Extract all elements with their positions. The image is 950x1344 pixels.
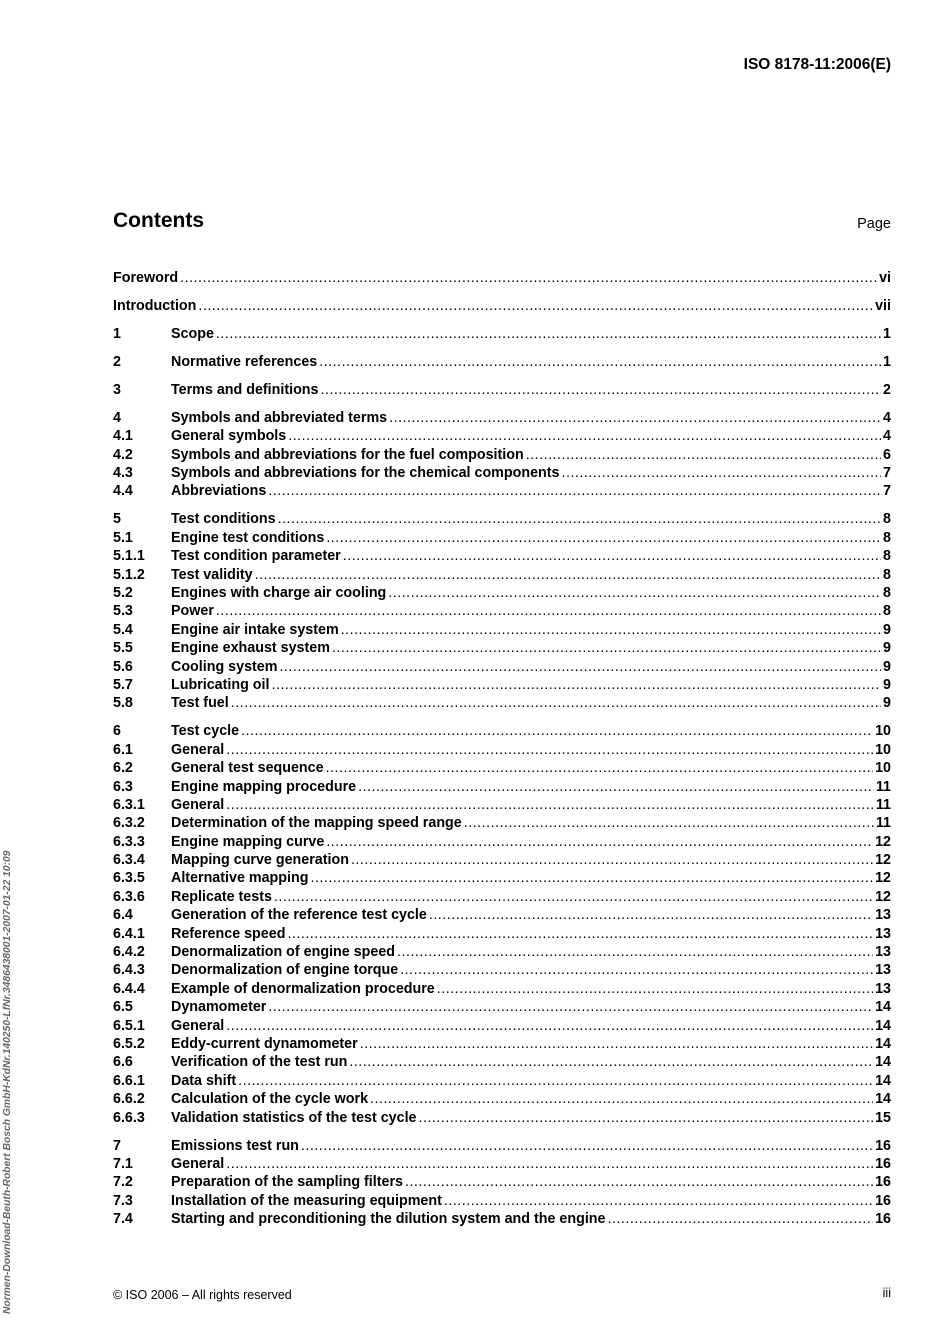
toc-entry-body [171, 566, 891, 584]
dot-leader [216, 325, 881, 343]
dot-leader [268, 998, 873, 1016]
dot-leader [241, 722, 873, 740]
toc-entry[interactable] [113, 547, 891, 565]
toc-entry[interactable] [113, 1053, 891, 1071]
toc-entry-title: Alternative mapping [171, 870, 309, 887]
toc-entry[interactable] [113, 1192, 891, 1210]
toc-entry-page: vii [875, 297, 891, 314]
page-number: iii [882, 1286, 891, 1300]
toc-entry-page: 10 [875, 741, 891, 758]
toc-entry-page: 9 [883, 640, 891, 657]
toc-entry[interactable] [113, 1090, 891, 1108]
toc-entry-body [171, 427, 891, 445]
toc-entry[interactable] [113, 869, 891, 887]
toc-entry-page: 2 [883, 381, 891, 398]
toc-entry-number: 4 [113, 409, 121, 426]
toc-entry-number: 5.7 [113, 676, 133, 693]
toc-entry-body [171, 1053, 891, 1071]
toc-entry[interactable] [113, 639, 891, 657]
toc-entry-number: 6.5 [113, 999, 133, 1016]
toc-entry-title: Mapping curve generation [171, 852, 349, 869]
toc-entry-title: General [171, 796, 225, 813]
toc-entry-body [171, 1173, 891, 1191]
toc-entry-title: Determination of the mapping speed range [171, 815, 462, 832]
toc-entry-body [171, 602, 891, 620]
toc-entry-title: Engine test conditions [171, 529, 325, 546]
toc-entry-body [171, 464, 891, 482]
toc-entry-body [171, 980, 891, 998]
toc-entry-title: Engine air intake system [171, 621, 339, 638]
toc-entry-number: 6.4.1 [113, 925, 145, 942]
toc-entry-page: 6 [883, 446, 891, 463]
toc-entry-body [171, 1072, 891, 1090]
toc-entry-page: 8 [883, 511, 891, 528]
toc-entry-number: 6.6.3 [113, 1109, 145, 1126]
toc-entry-number: 6.4.3 [113, 962, 145, 979]
toc-entry[interactable] [113, 464, 891, 482]
toc-entry[interactable] [113, 722, 891, 740]
toc-entry-title: Eddy-current dynamometer [171, 1036, 358, 1052]
toc-entry-title: General [171, 741, 225, 758]
toc-entry-page: 7 [883, 483, 891, 500]
toc-entry-title: Example of denormalization procedure [171, 980, 435, 997]
toc-entry-body [171, 869, 891, 887]
toc-entry-title: Test fuel [171, 695, 229, 712]
dot-leader [332, 639, 881, 657]
toc-entry-page: 13 [875, 907, 891, 924]
toc-entry-body [171, 1109, 891, 1127]
toc-entry[interactable] [113, 1035, 891, 1053]
toc-entry-title: Validation statistics of the test cycle [171, 1109, 417, 1126]
toc-entry-title: Verification of the test run [171, 1054, 348, 1071]
toc-entry[interactable] [113, 925, 891, 943]
toc-entry[interactable] [113, 1137, 891, 1155]
dot-leader [608, 1210, 874, 1228]
toc-entry[interactable] [113, 980, 891, 998]
toc-entry-body [171, 925, 891, 943]
dot-leader [238, 1072, 873, 1090]
toc-entry-title: Lubricating oil [171, 676, 270, 693]
toc-entry-title: Denormalization of engine torque [171, 962, 399, 979]
dot-leader [397, 943, 873, 961]
toc-entry[interactable] [113, 1155, 891, 1173]
toc-entry-body [171, 1017, 891, 1035]
toc-entry-body [171, 796, 891, 814]
toc-entry-body [171, 1090, 891, 1108]
toc-entry-page: 10 [875, 760, 891, 777]
toc-entry-number: 6.5.2 [113, 1036, 145, 1052]
dot-leader [360, 1035, 873, 1053]
dot-leader [301, 1137, 873, 1155]
toc-entry-page: 8 [883, 566, 891, 583]
toc-entry-title: Data shift [171, 1072, 237, 1089]
toc-entry[interactable] [113, 409, 891, 427]
toc-entry-number: 5.1 [113, 529, 133, 546]
toc-entry[interactable] [113, 796, 891, 814]
toc-entry-title: Abbreviations [171, 483, 267, 500]
download-watermark: Normen-Download-Beuth-Robert Bosch GmbH-KdNr.140250-LfNr.3486438001-2007-01-22 10:09 [2, 850, 13, 1314]
dot-leader [255, 566, 881, 584]
toc-entry-page: 13 [875, 925, 891, 942]
toc-entry-body [171, 353, 891, 371]
toc-entry-body [171, 833, 891, 851]
toc-entry[interactable] [113, 759, 891, 777]
toc-entry-body [171, 639, 891, 657]
toc-entry[interactable] [113, 888, 891, 906]
toc-entry[interactable] [113, 482, 891, 500]
dot-leader [226, 1155, 873, 1173]
toc-entry[interactable] [113, 998, 891, 1016]
toc-entry-title: Starting and preconditioning the dilution system and the engine [171, 1211, 606, 1228]
toc-entry[interactable] [113, 906, 891, 924]
toc-entry-number: 5 [113, 511, 121, 528]
toc-entry-body [171, 722, 891, 740]
toc-entry-number: 5.2 [113, 585, 133, 602]
toc-entry-page: 11 [875, 815, 891, 832]
toc-entry-number: 1 [113, 325, 121, 342]
toc-entry-title: Reference speed [171, 925, 286, 942]
toc-entry-number: 5.4 [113, 621, 133, 638]
toc-entry-page: 15 [875, 1109, 891, 1126]
toc-entry-page: 9 [883, 695, 891, 712]
toc-entry-body [171, 529, 891, 547]
toc-entry-title: Dynamometer [171, 999, 267, 1016]
copyright-notice: © ISO 2006 – All rights reserved [113, 1288, 292, 1302]
toc-entry-title: Scope [171, 325, 214, 342]
toc-entry[interactable] [113, 741, 891, 759]
dot-leader [464, 814, 874, 832]
toc-entry-body [171, 851, 891, 869]
toc-entry-body [171, 741, 891, 759]
toc-entry-title: Power [171, 603, 214, 620]
toc-entry-number: 5.8 [113, 695, 133, 712]
toc-entry-body [171, 547, 891, 565]
toc-entry-number: 7.3 [113, 1192, 133, 1209]
toc-entry-page: 8 [883, 603, 891, 620]
toc-entry-body [171, 906, 891, 924]
dot-leader [405, 1173, 873, 1191]
toc-entry-body [171, 510, 891, 528]
toc-entry-body [171, 814, 891, 832]
toc-entry-page: vi [879, 270, 891, 286]
toc-entry-page: 16 [875, 1211, 891, 1228]
dot-leader [321, 381, 882, 399]
toc-entry-page: 13 [875, 944, 891, 961]
dot-leader [326, 833, 873, 851]
dot-leader [351, 851, 873, 869]
dot-leader [274, 888, 873, 906]
toc-entry-title: Engine mapping curve [171, 833, 325, 850]
toc-entry[interactable] [113, 584, 891, 602]
toc-entry-body [171, 658, 891, 676]
dot-leader [349, 1053, 873, 1071]
toc-entry-body [171, 676, 891, 694]
toc-entry-title: Normative references [171, 353, 318, 370]
toc-entry-body [171, 1137, 891, 1155]
toc-entry-page: 16 [875, 1155, 891, 1172]
dot-leader [326, 529, 881, 547]
toc-entry-page: 12 [875, 833, 891, 850]
toc-entry-body [171, 778, 891, 796]
toc-entry-page: 9 [883, 658, 891, 675]
toc-entry-body [171, 446, 891, 464]
toc-entry-page: 14 [875, 1017, 891, 1034]
toc-entry[interactable] [113, 1173, 891, 1191]
toc-entry-page: 11 [875, 796, 891, 813]
dot-leader [429, 906, 873, 924]
toc-entry[interactable] [113, 566, 891, 584]
dot-leader [388, 584, 881, 602]
toc-entry[interactable] [113, 851, 891, 869]
toc-entry-number: 4.1 [113, 428, 133, 445]
toc-entry-page: 13 [875, 962, 891, 979]
toc-entry-number: 7.2 [113, 1174, 133, 1191]
toc-entry-title: General [171, 1155, 225, 1172]
toc-entry-number: 5.1.2 [113, 566, 145, 583]
dot-leader [444, 1192, 873, 1210]
toc-entry-title: Symbols and abbreviated terms [171, 409, 388, 426]
dot-leader [226, 741, 873, 759]
toc-entry-title: Test conditions [171, 511, 276, 528]
toc-entry[interactable] [113, 961, 891, 979]
dot-leader [526, 446, 881, 464]
dot-leader [226, 1017, 873, 1035]
dot-leader [226, 796, 874, 814]
toc-entry[interactable] [113, 621, 891, 639]
document-id: ISO 8178-11:2006(E) [743, 56, 891, 73]
toc-entry[interactable] [113, 381, 891, 399]
dot-leader [341, 621, 881, 639]
toc-entry-title: Engines with charge air cooling [171, 585, 387, 602]
toc-entry-page: 10 [875, 723, 891, 740]
toc-entry[interactable] [113, 297, 891, 315]
toc-entry-title: Introduction [113, 297, 197, 314]
toc-entry-number: 5.3 [113, 603, 133, 620]
toc-entry-page: 16 [875, 1174, 891, 1191]
toc-entry-number: 6.3.4 [113, 852, 145, 869]
dot-leader [400, 961, 873, 979]
toc-entry-page: 14 [875, 1072, 891, 1089]
toc-entry-page: 14 [875, 1054, 891, 1071]
toc-entry[interactable] [113, 269, 891, 287]
toc-entry-title: Test condition parameter [171, 548, 341, 565]
toc-entry[interactable] [113, 446, 891, 464]
toc-entry-page: 8 [883, 529, 891, 546]
toc-entry-page: 13 [875, 980, 891, 997]
toc-entry-page: 16 [875, 1192, 891, 1209]
toc-entry-body [171, 1210, 891, 1228]
toc-entry[interactable] [113, 353, 891, 371]
toc-entry-body [171, 694, 891, 712]
dot-leader [437, 980, 873, 998]
toc-entry-title: Engine exhaust system [171, 640, 330, 657]
contents-title: Contents [113, 209, 204, 232]
toc-entry[interactable] [113, 676, 891, 694]
toc-entry[interactable] [113, 1017, 891, 1035]
toc-entry[interactable] [113, 943, 891, 961]
toc-entry-body [171, 1155, 891, 1173]
toc-entry-page: 12 [875, 870, 891, 887]
toc-entry-number: 6.2 [113, 760, 133, 777]
toc-entry[interactable] [113, 325, 891, 343]
toc-entry-page: 16 [875, 1137, 891, 1154]
toc-entry-body [171, 482, 891, 500]
toc-entry[interactable] [113, 1072, 891, 1090]
toc-entry-body [171, 759, 891, 777]
toc-entry-title: General [171, 1017, 225, 1034]
toc-entry-title: Denormalization of engine speed [171, 944, 396, 961]
dot-leader [288, 427, 881, 445]
toc-entry-page: 8 [883, 548, 891, 565]
toc-entry-body [171, 1192, 891, 1210]
dot-leader [319, 353, 881, 371]
dot-leader [216, 602, 881, 620]
toc-entry-page: 9 [883, 621, 891, 638]
toc-entry-body [171, 621, 891, 639]
dot-leader [272, 676, 882, 694]
toc-entry-number: 6.6.2 [113, 1091, 145, 1108]
toc-entry[interactable] [113, 833, 891, 851]
toc-entry-number: 6.3.1 [113, 796, 145, 813]
dot-leader [198, 297, 873, 315]
toc-entry-page: 8 [883, 585, 891, 602]
toc-entry-number: 4.4 [113, 483, 133, 500]
dot-leader [268, 482, 881, 500]
dot-leader [419, 1109, 874, 1127]
toc-entry-number: 7.4 [113, 1211, 133, 1228]
toc-entry-number: 6.3.3 [113, 833, 145, 850]
toc-entry[interactable] [113, 1109, 891, 1127]
toc-entry-number: 4.2 [113, 446, 133, 463]
toc-entry-number: 6.3.6 [113, 888, 145, 905]
toc-entry-number: 6.6.1 [113, 1072, 145, 1089]
toc-entry-page: 9 [883, 676, 891, 693]
toc-entry-body [171, 409, 891, 427]
toc-entry-number: 5.1.1 [113, 548, 145, 565]
toc-entry-body [171, 584, 891, 602]
toc-entry[interactable] [113, 427, 891, 445]
toc-entry-body [171, 325, 891, 343]
dot-leader [180, 269, 877, 287]
toc-entry-number: 6.6 [113, 1054, 133, 1071]
toc-entry-body [171, 998, 891, 1016]
page-column-label: Page [857, 216, 891, 232]
toc-entry-page: 11 [875, 778, 891, 795]
toc-entry[interactable] [113, 529, 891, 547]
toc-entry-page: 1 [883, 353, 891, 370]
toc-entry-number: 2 [113, 353, 121, 370]
toc-entry[interactable] [113, 602, 891, 620]
toc-entry-title: Preparation of the sampling filters [171, 1174, 403, 1191]
dot-leader [343, 547, 881, 565]
toc-entry-number: 6.3.5 [113, 870, 145, 887]
toc-entry-body [113, 297, 891, 315]
toc-entry[interactable] [113, 694, 891, 712]
toc-entry-page: 4 [883, 428, 891, 445]
toc-entry-number: 6 [113, 723, 121, 740]
toc-entry-page: 4 [883, 409, 891, 426]
toc-entry-title: Symbols and abbreviations for the chemical components [171, 465, 560, 482]
toc-entry-title: Foreword [113, 270, 179, 286]
dot-leader [278, 510, 881, 528]
toc-entry[interactable] [113, 778, 891, 796]
table-of-contents [113, 269, 891, 1229]
toc-entry-body [171, 888, 891, 906]
toc-entry-number: 7 [113, 1137, 121, 1154]
toc-entry-body [171, 381, 891, 399]
toc-entry-body [113, 269, 891, 287]
toc-entry-number: 7.1 [113, 1155, 133, 1172]
toc-entry-title: Emissions test run [171, 1137, 299, 1154]
dot-leader [231, 694, 881, 712]
dot-leader [370, 1090, 873, 1108]
toc-entry-title: Engine mapping procedure [171, 778, 357, 795]
toc-entry-number: 6.1 [113, 741, 133, 758]
toc-entry-title: General symbols [171, 428, 287, 445]
toc-entry-body [171, 961, 891, 979]
dot-leader [326, 759, 874, 777]
toc-entry[interactable] [113, 658, 891, 676]
toc-entry-body [171, 1035, 891, 1053]
dot-leader [279, 658, 881, 676]
toc-entry-title: Symbols and abbreviations for the fuel composition [171, 446, 524, 463]
toc-entry-page: 12 [875, 888, 891, 905]
toc-entry-number: 6.3.2 [113, 815, 145, 832]
toc-entry-title: Test validity [171, 566, 253, 583]
toc-entry-number: 6.4.4 [113, 980, 145, 997]
toc-entry-number: 6.4.2 [113, 944, 145, 961]
dot-leader [389, 409, 881, 427]
toc-entry-number: 3 [113, 381, 121, 398]
dot-leader [358, 778, 874, 796]
dot-leader [562, 464, 882, 482]
toc-entry-title: Test cycle [171, 723, 240, 740]
toc-entry[interactable] [113, 814, 891, 832]
toc-entry-title: General test sequence [171, 760, 324, 777]
toc-entry-number: 5.6 [113, 658, 133, 675]
toc-entry-title: Replicate tests [171, 888, 272, 905]
toc-entry-page: 14 [875, 1091, 891, 1108]
toc-entry-page: 7 [883, 465, 891, 482]
toc-entry-title: Generation of the reference test cycle [171, 907, 427, 924]
toc-entry-number: 6.3 [113, 778, 133, 795]
toc-entry-title: Installation of the measuring equipment [171, 1192, 442, 1209]
toc-entry-number: 4.3 [113, 465, 133, 482]
toc-entry-number: 5.5 [113, 640, 133, 657]
toc-entry-title: Calculation of the cycle work [171, 1091, 369, 1108]
toc-entry-number: 6.5.1 [113, 1017, 145, 1034]
toc-entry-title: Terms and definitions [171, 381, 319, 398]
toc-entry[interactable] [113, 1210, 891, 1228]
toc-entry-number: 6.4 [113, 907, 133, 924]
toc-entry[interactable] [113, 510, 891, 528]
toc-entry-page: 14 [875, 999, 891, 1016]
toc-entry-body [171, 943, 891, 961]
toc-entry-page: 1 [883, 325, 891, 342]
toc-entry-page: 14 [875, 1036, 891, 1052]
dot-leader [310, 869, 873, 887]
toc-entry-title: Cooling system [171, 658, 278, 675]
toc-entry-page: 12 [875, 852, 891, 869]
dot-leader [287, 925, 873, 943]
